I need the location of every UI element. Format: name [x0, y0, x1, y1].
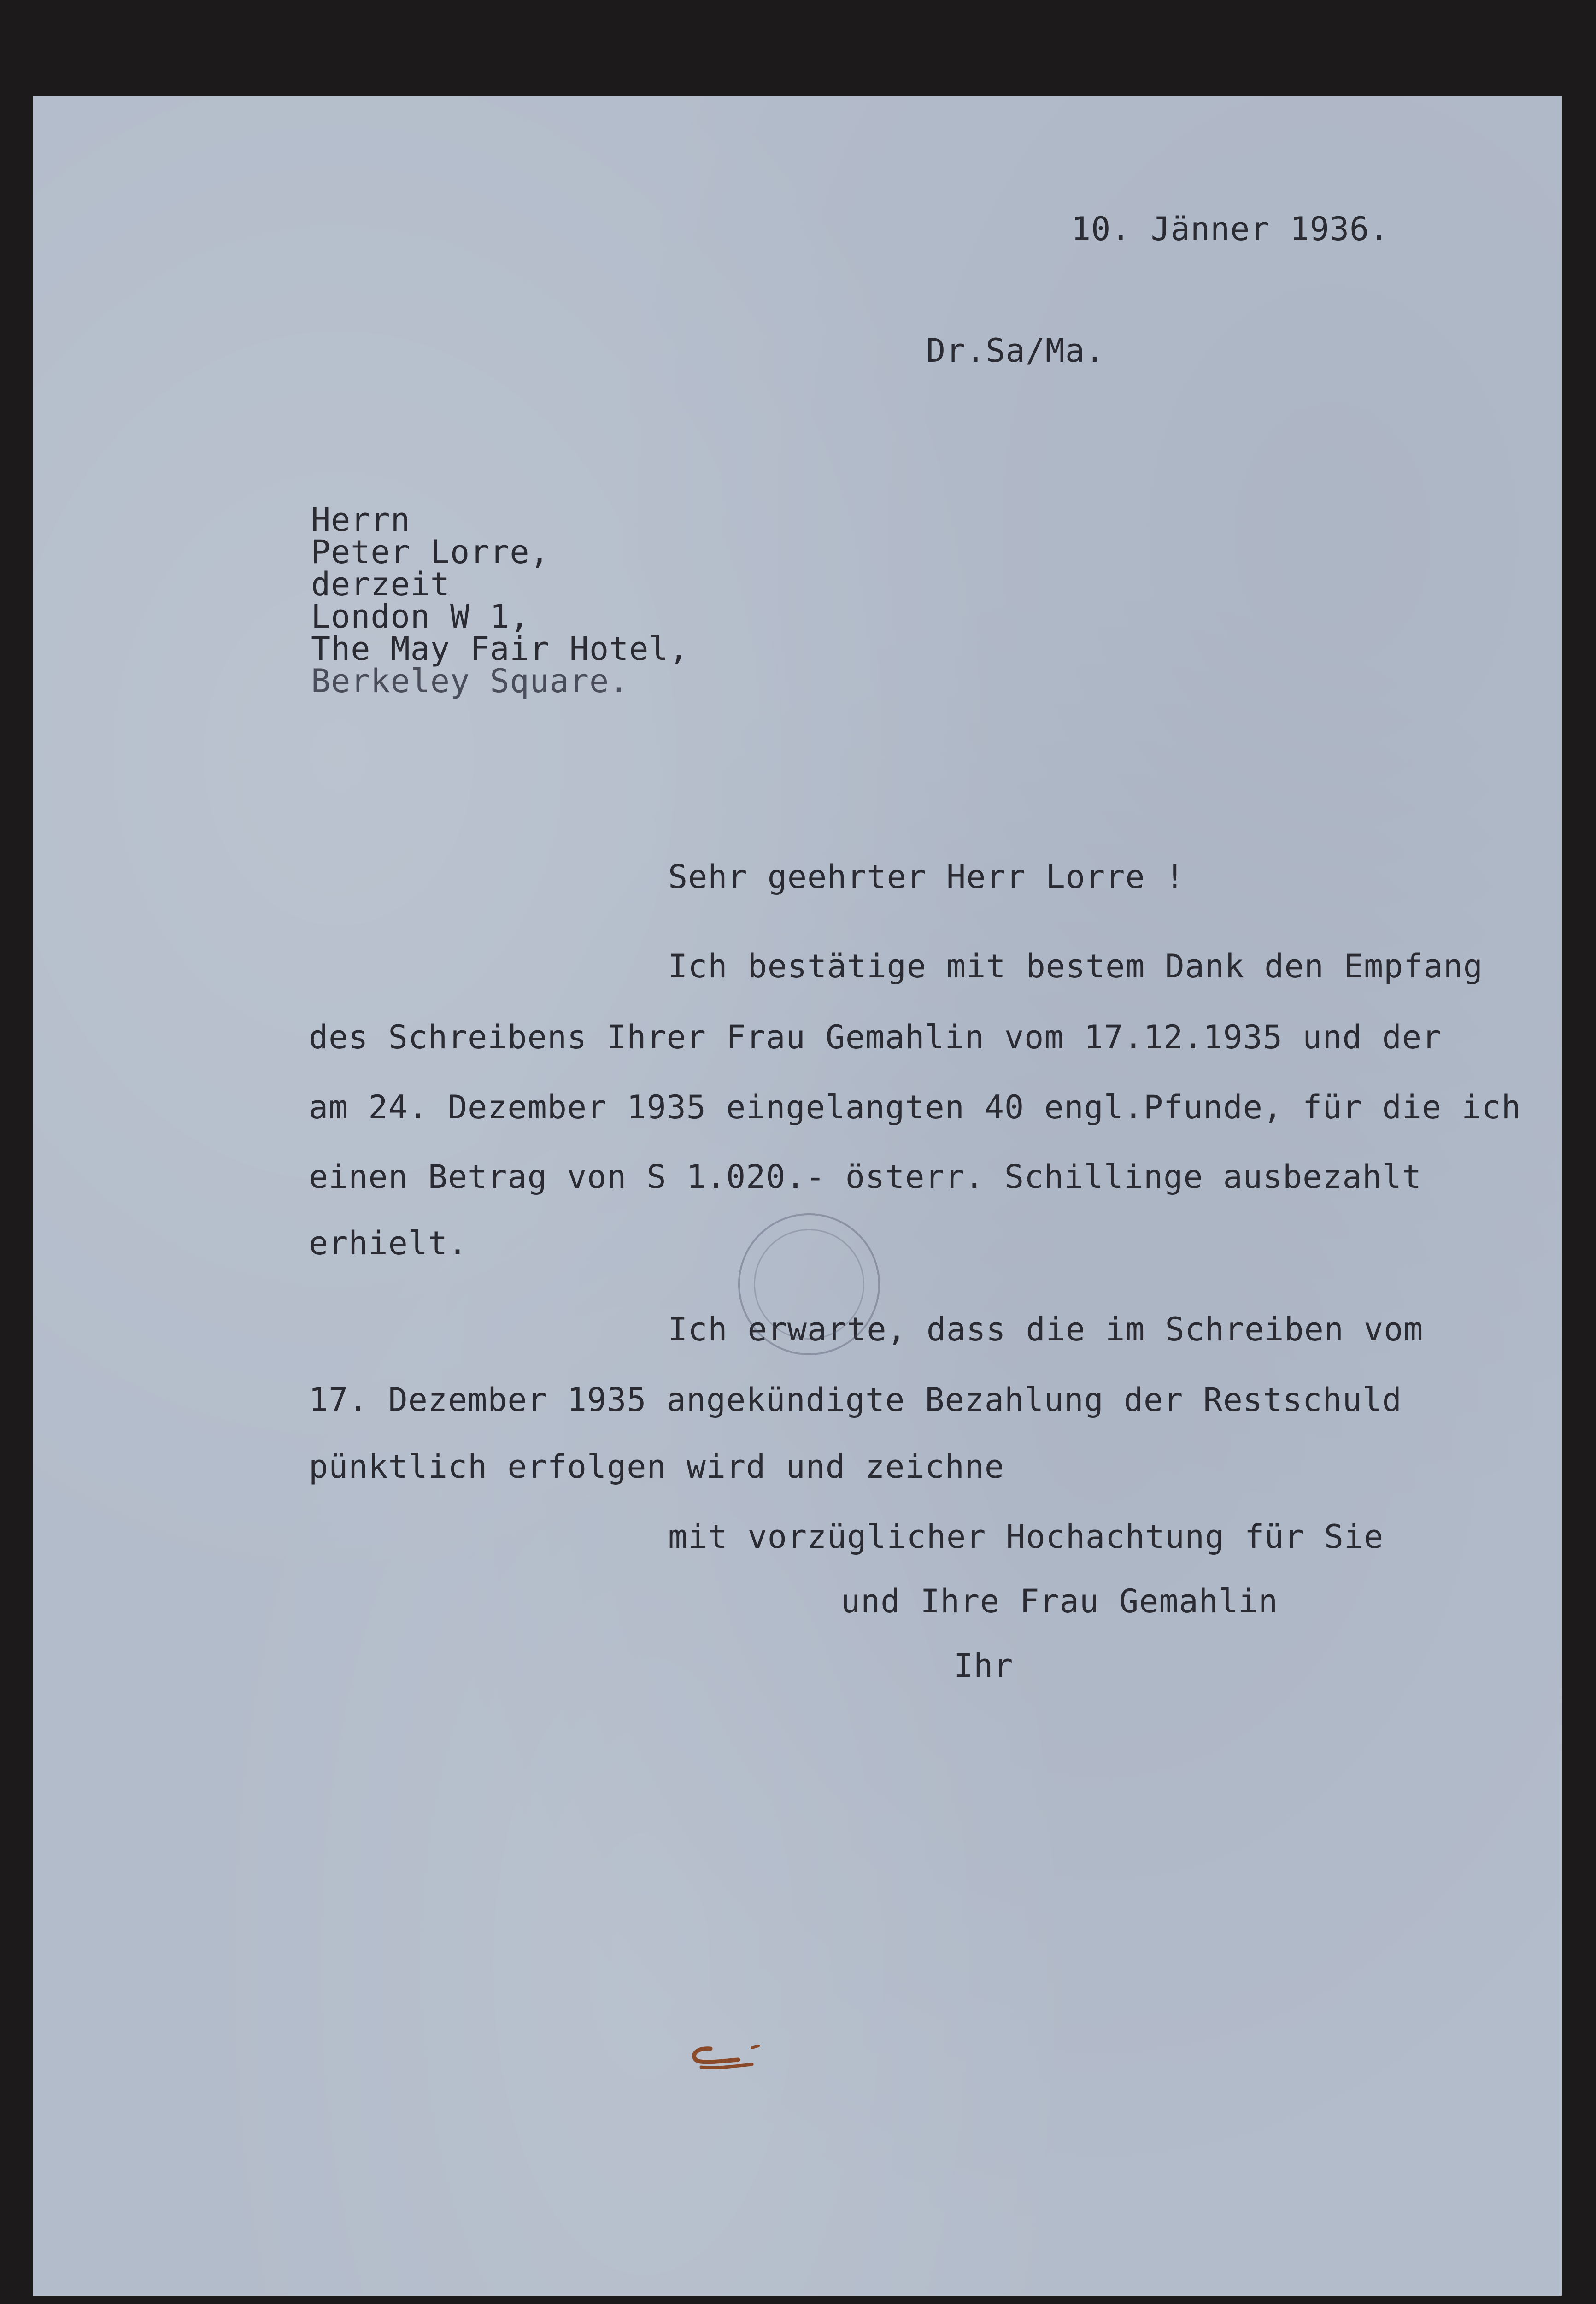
- letter-sheet: [33, 96, 1562, 2296]
- body-line: des Schreibens Ihrer Frau Gemahlin vom 17.12.1935 und der: [309, 1018, 1442, 1056]
- faded-stamp: [738, 1213, 880, 1355]
- address-line: The May Fair Hotel,: [311, 630, 689, 668]
- body-line: am 24. Dezember 1935 eingelangten 40 engl.Pfunde, für die ich: [309, 1088, 1521, 1126]
- closing-line: und Ihre Frau Gemahlin: [841, 1582, 1279, 1620]
- salutation: Sehr geehrter Herr Lorre !: [668, 858, 1185, 896]
- handwritten-initials-mark: [683, 2040, 770, 2077]
- address-line: Herrn: [311, 501, 411, 539]
- body-line: einen Betrag von S 1.020.- österr. Schillinge ausbezahlt: [309, 1158, 1422, 1196]
- body-line: pünktlich erfolgen wird und zeichne: [309, 1448, 1005, 1486]
- body-line: Ich erwarte, dass die im Schreiben vom: [668, 1311, 1424, 1348]
- body-line: erhielt.: [309, 1224, 468, 1262]
- body-line: Ich bestätige mit bestem Dank den Empfang: [668, 947, 1483, 985]
- reference-code: Dr.Sa/Ma.: [926, 332, 1105, 370]
- address-line: derzeit: [311, 565, 451, 603]
- closing-line: mit vorzüglicher Hochachtung für Sie: [668, 1518, 1384, 1556]
- address-line: Peter Lorre,: [311, 533, 550, 571]
- address-line: London W 1,: [311, 598, 530, 635]
- body-line: 17. Dezember 1935 angekündigte Bezahlung der Restschuld: [309, 1381, 1402, 1419]
- address-line: Berkeley Square.: [311, 662, 629, 700]
- closing-line: Ihr: [954, 1647, 1014, 1685]
- letter-date: 10. Jänner 1936.: [1071, 210, 1390, 248]
